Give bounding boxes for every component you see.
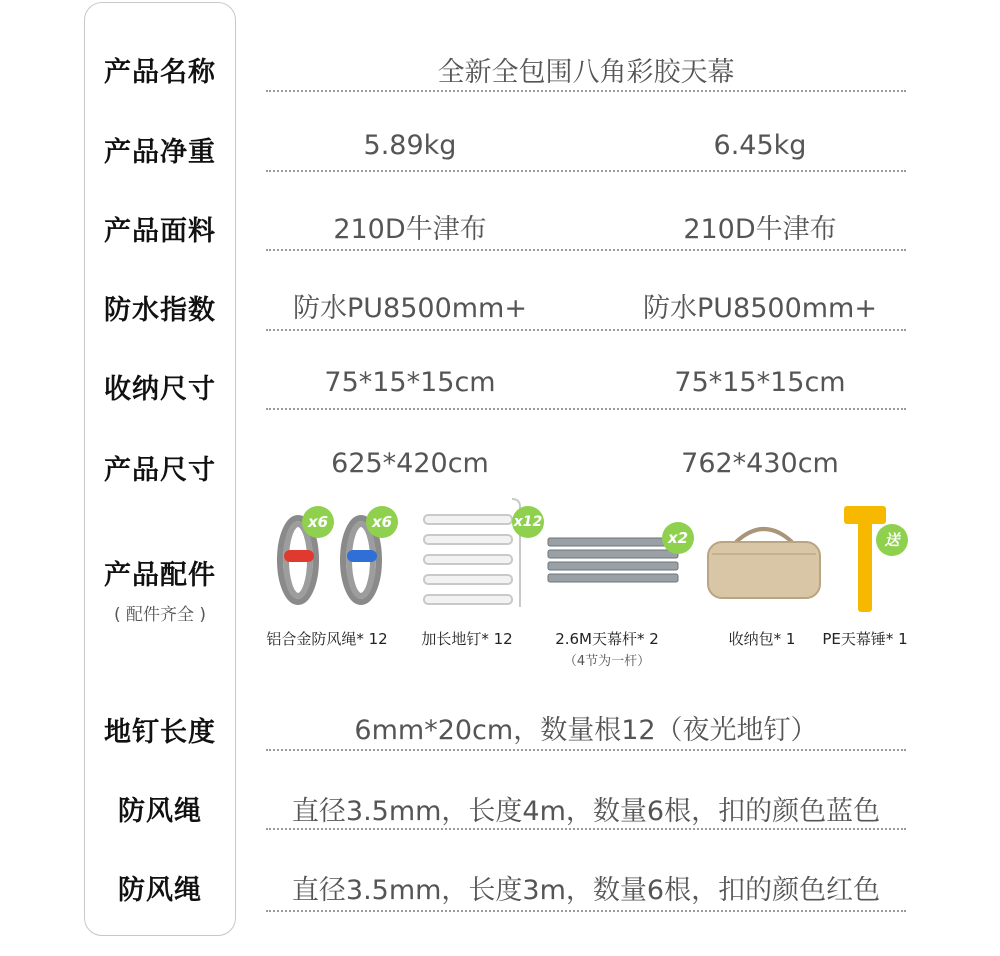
label-stake-length: 地钉长度 bbox=[104, 717, 216, 748]
value-product-name: 全新全包围八角彩胶天幕 bbox=[437, 57, 735, 88]
row-divider bbox=[266, 910, 906, 912]
label-waterproof: 防水指数 bbox=[104, 295, 216, 326]
label-product-name: 产品名称 bbox=[104, 57, 216, 88]
label-rope-blue: 防风绳 bbox=[118, 796, 202, 827]
accessory-caption: 铝合金防风绳* 12 bbox=[266, 630, 388, 648]
value-waterproof-a: 防水PU8500mm+ bbox=[293, 293, 527, 324]
row-divider bbox=[266, 249, 906, 251]
label-fabric: 产品面料 bbox=[104, 216, 216, 247]
row-divider bbox=[266, 170, 906, 172]
label-accessories: 产品配件 bbox=[104, 560, 216, 591]
quantity-badge: x6 bbox=[366, 506, 398, 538]
value-pack-size-a: 75*15*15cm bbox=[324, 367, 496, 398]
label-net-weight: 产品净重 bbox=[104, 137, 216, 168]
gift-badge: 送 bbox=[876, 524, 908, 556]
label-product-size: 产品尺寸 bbox=[104, 455, 216, 486]
accessory-caption: 2.6M天幕杆* 2 bbox=[555, 630, 659, 648]
value-fabric-b: 210D牛津布 bbox=[683, 214, 837, 245]
accessory-caption: PE天幕锤* 1 bbox=[822, 630, 908, 648]
value-weight-b: 6.45kg bbox=[713, 130, 807, 161]
value-stake-length: 6mm*20cm，数量根12（夜光地钉） bbox=[354, 715, 818, 746]
value-waterproof-b: 防水PU8500mm+ bbox=[643, 293, 877, 324]
row-divider bbox=[266, 329, 906, 331]
hammer-icon bbox=[840, 500, 890, 616]
label-rope-red: 防风绳 bbox=[118, 875, 202, 906]
storage-bag-icon bbox=[702, 524, 826, 600]
accessory-note: （4节为一杆） bbox=[563, 654, 651, 669]
label-accessories-note: ( 配件齐全 ) bbox=[113, 605, 207, 625]
stake-icon bbox=[416, 493, 526, 621]
row-divider bbox=[266, 749, 906, 751]
label-pack-size: 收纳尺寸 bbox=[104, 374, 216, 405]
value-fabric-a: 210D牛津布 bbox=[333, 214, 487, 245]
accessory-caption: 加长地钉* 12 bbox=[421, 630, 513, 648]
row-divider bbox=[266, 828, 906, 830]
accessory-caption: 收纳包* 1 bbox=[728, 630, 796, 648]
quantity-badge: x6 bbox=[302, 506, 334, 538]
quantity-badge: x12 bbox=[512, 506, 544, 538]
value-rope-blue: 直径3.5mm，长度4m，数量6根，扣的颜色蓝色 bbox=[291, 796, 881, 827]
value-size-b: 762*430cm bbox=[681, 448, 839, 479]
quantity-badge: x2 bbox=[662, 522, 694, 554]
value-rope-red: 直径3.5mm，长度3m，数量6根，扣的颜色红色 bbox=[291, 875, 881, 906]
row-divider bbox=[266, 408, 906, 410]
row-divider bbox=[266, 90, 906, 92]
value-pack-size-b: 75*15*15cm bbox=[674, 367, 846, 398]
value-size-a: 625*420cm bbox=[331, 448, 489, 479]
value-weight-a: 5.89kg bbox=[363, 130, 457, 161]
